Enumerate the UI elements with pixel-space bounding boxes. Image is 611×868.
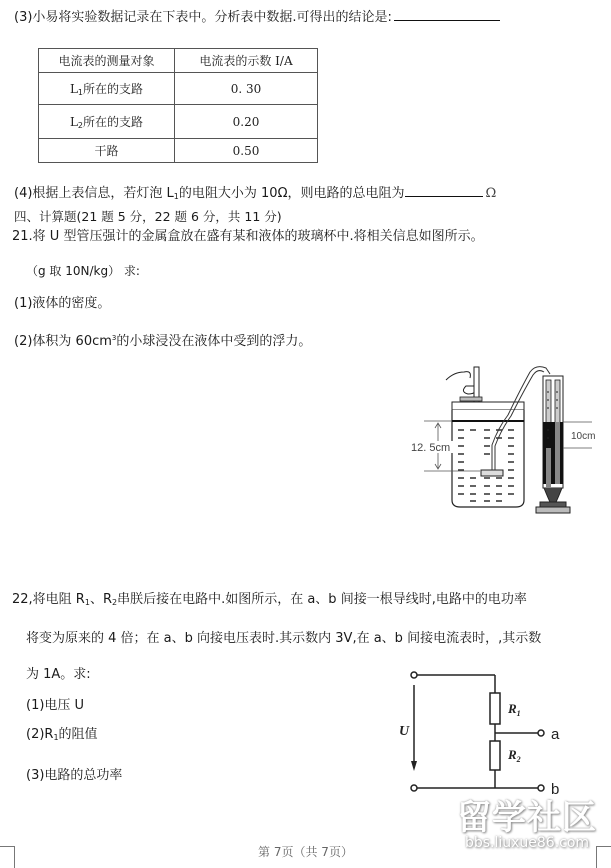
q22-part2: $(2)R_1$的阻值 [26, 727, 98, 742]
q22-line1: 22,将电阻 $R_1$、$R_2$串朕后接在电路中.如图所示，在 a、b 间接一根导线时,电路中的电功率 [12, 592, 527, 607]
table-cell-value: 0.20 [175, 105, 318, 139]
table-cell-target: $L_1$所在的支路 [39, 73, 175, 105]
q21-part2: (2)体积为 $60cm^3$的小球浸没在液体中受到的浮力。 [14, 334, 312, 349]
circuit-figure [390, 655, 611, 800]
manometer-diagram [380, 350, 611, 520]
r2-label: R [508, 747, 517, 762]
table-header-cell: 电流表的示数 I/A [175, 49, 318, 73]
table-header-row [39, 49, 318, 73]
q21-given: （g 取 10N/kg） 求: [26, 264, 140, 278]
q22-line3: 为 1A。求: [26, 667, 91, 682]
q21-part1: (1)液体的密度。 [14, 296, 111, 311]
terminal-a-label: a [551, 726, 560, 743]
q22-part1: (1)电压 U [26, 698, 85, 713]
manometer-figure [380, 350, 611, 520]
data-table [38, 48, 318, 163]
watermark-url: bbs.liuxue86.com [464, 835, 590, 851]
table-header-cell: 电流表的测量对象 [39, 49, 175, 73]
table-cell-value: 0. 30 [175, 73, 318, 105]
q22-part3: (3)电路的总功率 [26, 768, 123, 783]
table-row [39, 105, 318, 139]
page-number: 第 7页（共 7页） [258, 845, 353, 859]
height-diff-label: 10cm [571, 431, 596, 442]
r1-label: R [508, 701, 517, 716]
section-title: 四、计算题(21 题 5 分，22 题 6 分，共 11 分) [14, 209, 282, 224]
r1-subscript: 1 [516, 709, 521, 718]
terminal-b-label: b [551, 781, 560, 798]
table-cell-target: $L_2$所在的支路 [39, 105, 175, 139]
table-cell-target: 干路 [39, 139, 175, 163]
answer-blank [405, 184, 483, 197]
r2-subscript: 2 [516, 755, 521, 764]
q20-part4-line: (4)根据上表信息，若灯泡 $L_1$的电阻大小为 10Ω，则电路的总电阻为 Ω [14, 186, 497, 201]
voltage-label: U [399, 724, 410, 739]
depth-label: 12. 5cm [411, 442, 451, 454]
table-row [39, 73, 318, 105]
table-row [39, 139, 318, 163]
svg-text:R1 [507, 701, 521, 718]
watermark-logo-text: 留学社区 [457, 798, 597, 838]
q20-part3-text: (3)小易将实验数据记录在下表中。分析表中数据.可得出的结论是: [14, 10, 392, 25]
table-cell-value: 0.50 [175, 139, 318, 163]
answer-blank [394, 8, 500, 21]
q22-line2: 将变为原来的 4 倍；在 a、b 向接电压表时.其示数内 3V,在 a、b 间接电流表时，,其示数 [26, 631, 542, 646]
circuit-diagram [390, 655, 611, 800]
q21-stem: 21.将 U 型管压强计的金属盒放在盛有某和液体的玻璃杯中.将相关信息如图所示。 [12, 229, 484, 244]
q20-part3-line [14, 8, 500, 26]
svg-text:R2 [507, 747, 521, 764]
